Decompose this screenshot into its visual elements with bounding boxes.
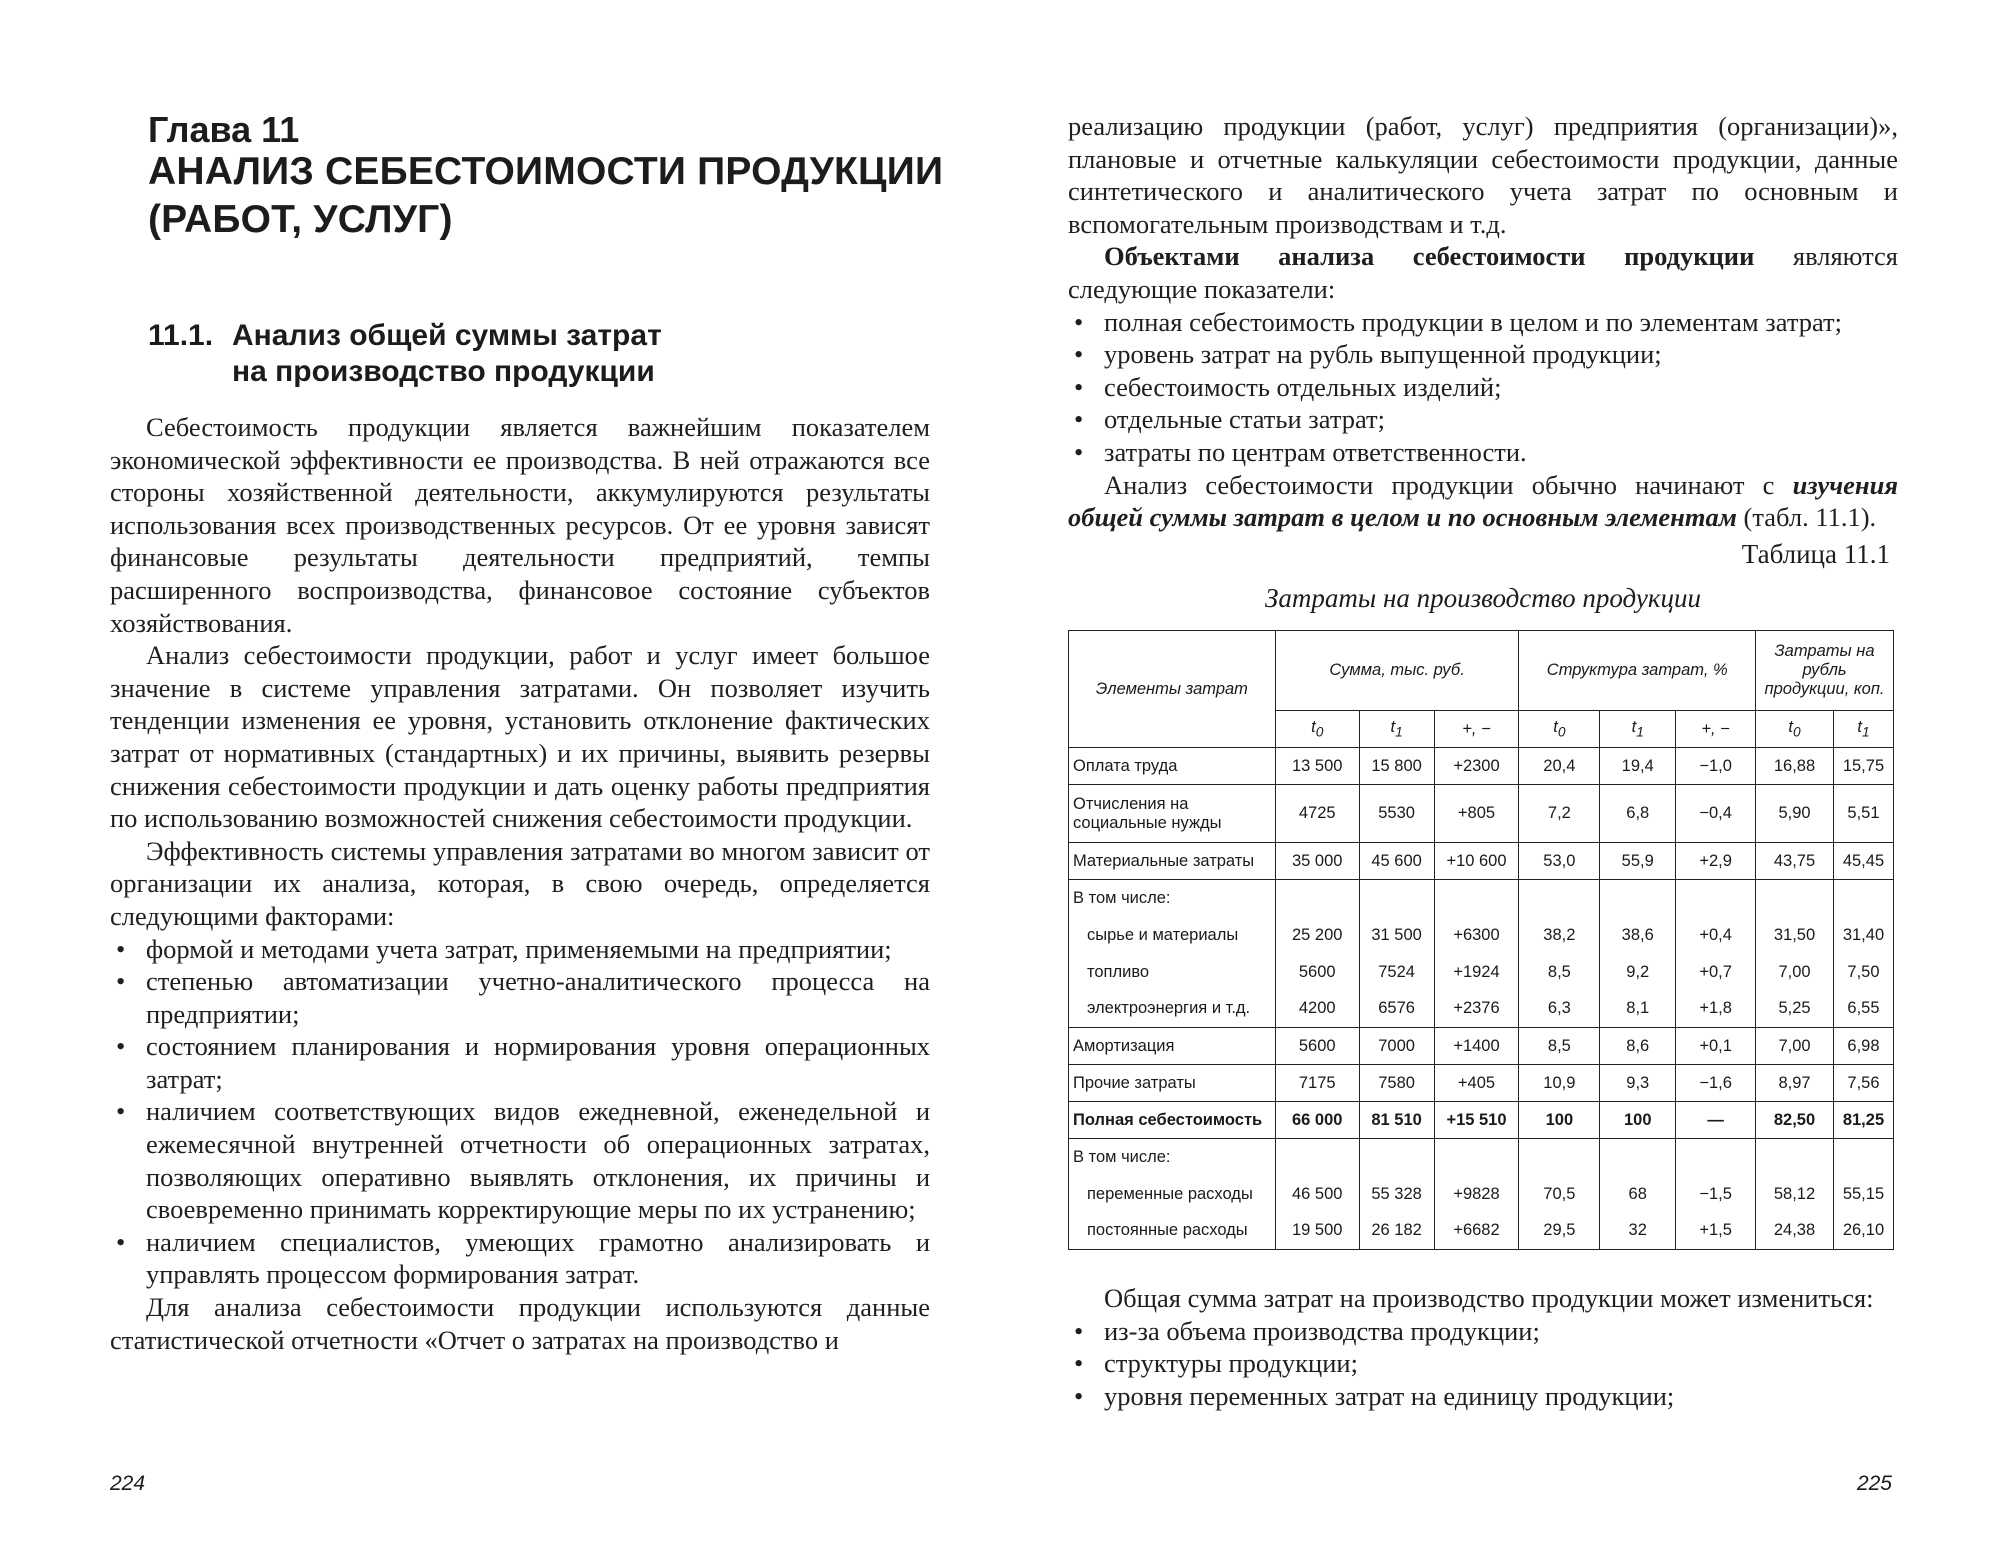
paragraph: Общая сумма затрат на производство продукции может измениться: [1104, 1283, 1874, 1313]
chapter-title-line-2: (РАБОТ, УСЛУГ) [148, 198, 453, 241]
bold-term: Объектами анализа себестоимости продукции [1104, 241, 1755, 272]
table-row: Материальные затраты 35 000 45 600 +10 600 53,0 55,9 +2,9 43,75 45,45 [1069, 843, 1894, 880]
paragraph: Анализ себестоимости продукции обычно начинают с изучения общей суммы затрат в целом и по основным элементам (табл. 11.1). [1068, 469, 1898, 533]
paragraph: Анализ себестоимости продукции, работ и услуг имеет большое значение в системе управления затратами. Он позволяет изучить тенденции изменения ее уровня, установить отклонение фактических затрат от нормативных (стандартных) и их причины, выявить резервы снижения себестоимости продукции и дать оценку работы предприятия по использованию возможностей снижения себестоимости продукции. [110, 640, 930, 834]
table-row: Амортизация 5600 7000 +1400 8,5 8,6 +0,1 7,00 6,98 [1069, 1028, 1894, 1065]
list-item: • отдельные статьи затрат; [1074, 404, 1385, 435]
list-item: • наличием специалистов, умеющих грамотно анализировать и управлять процессом формирования затрат. [116, 1226, 930, 1290]
bullet-icon: • [116, 1096, 126, 1127]
bullet-icon: • [116, 1226, 126, 1257]
header-t1: $t_1$ [1359, 711, 1434, 748]
paragraph: Объектами анализа себестоимости продукции являются следующие показатели: [1068, 241, 1898, 304]
bullet-icon: • [116, 1031, 126, 1062]
table-row: Отчисления на социальные нужды 4725 5530 +805 7,2 6,8 −0,4 5,90 5,51 [1069, 785, 1894, 843]
bullet-icon: • [1074, 1315, 1084, 1346]
list-item: • из-за объема производства продукции; [1074, 1315, 1540, 1346]
header-delta: +, − [1676, 711, 1756, 748]
table-row: Оплата труда 13 500 15 800 +2300 20,4 19,4 −1,0 16,88 15,75 [1069, 748, 1894, 785]
paragraph: реализацию продукции (работ, услуг) предприятия (организации)», плановые и отчетные калькуляции себестоимости продукции, данные синтетического и аналитического учета затрат по основным и вспомогательным производствам и т.д. [1068, 111, 1898, 239]
header-t0: $t_0$ [1756, 711, 1834, 748]
header-per-ruble: Затраты на рубль продукции, коп. [1756, 631, 1894, 711]
bullet-icon: • [116, 933, 126, 964]
bullet-icon: • [1074, 339, 1084, 370]
chapter-title [148, 148, 948, 244]
costs-table [1068, 630, 1894, 1250]
bullet-icon: • [1074, 404, 1084, 435]
list-item: • уровень затрат на рубль выпущенной продукции; [1074, 339, 1662, 370]
page-number-left: 224 [110, 1472, 146, 1495]
bullet-icon: • [1074, 1348, 1084, 1379]
objects-list [1068, 306, 1898, 469]
table-row: Прочие затраты 7175 7580 +405 10,9 9,3 −1,6 8,97 7,56 [1069, 1065, 1894, 1102]
list-item: • наличием соответствующих видов ежедневной, еженедельной и ежемесячной внутренней отчетности об операционных затратах, позволяющих оперативно выявлять отклонения, их причины и своевременно принимать корректирующие меры по их устранению; [116, 1096, 930, 1225]
table-number: Таблица 11.1 [1741, 539, 1890, 569]
right-body-text [1068, 110, 1898, 534]
header-delta: +, − [1434, 711, 1519, 748]
bullet-icon: • [1074, 371, 1084, 402]
bullet-icon: • [116, 966, 126, 997]
section-title-line-2: на производство продукции [232, 355, 655, 388]
list-item: • степенью автоматизации учетно-аналитического процесса на предприятии; [116, 966, 930, 1029]
list-item: • формой и методами учета затрат, применяемыми на предприятии; [116, 933, 892, 964]
table-row: электроэнергия и т.д. 4200 6576 +2376 6,3 8,1 +1,8 5,25 6,55 [1069, 991, 1894, 1028]
right-body-text-bottom [1068, 1282, 1898, 1412]
table-row: топливо 5600 7524 +1924 8,5 9,2 +0,7 7,00 7,50 [1069, 954, 1894, 991]
header-t1: $t_1$ [1833, 711, 1893, 748]
list-item: • себестоимость отдельных изделий; [1074, 371, 1502, 402]
header-t0: $t_0$ [1275, 711, 1359, 748]
header-sum: Сумма, тыс. руб. [1275, 631, 1519, 711]
left-body-text [110, 411, 930, 1356]
header-t1: $t_1$ [1600, 711, 1676, 748]
bullet-icon: • [1074, 306, 1084, 337]
list-item: • затраты по центрам ответственности. [1074, 436, 1527, 467]
table-caption: Затраты на производство продукции [1265, 583, 1701, 613]
table-row: сырье и материалы 25 200 31 500 +6300 38,2 38,6 +0,4 31,50 31,40 [1069, 917, 1894, 954]
header-t0: $t_0$ [1519, 711, 1600, 748]
list-item: • уровня переменных затрат на единицу продукции; [1074, 1380, 1675, 1411]
table-row: В том числе: [1069, 1139, 1894, 1176]
table-row: В том числе: [1069, 880, 1894, 917]
bold-italic-term: изучения общей суммы затрат в целом и по основным элементам [1068, 469, 1898, 533]
paragraph: Себестоимость продукции является важнейшим показателем экономической эффективности ее производства. В ней отражаются все стороны хозяйственной деятельности, аккумулируются результаты использования всех производственных ресурсов. От ее уровня зависят финансовые результаты деятельности предприятий, темпы расширенного воспроизводства, финансовое состояние субъектов хозяйствования. [110, 412, 930, 638]
factors-list [110, 933, 930, 1292]
chapter-number: Глава 11 [148, 109, 300, 150]
change-factors-list [1068, 1315, 1898, 1413]
table-row: постоянные расходы 19 500 26 182 +6682 29,5 32 +1,5 24,38 26,10 [1069, 1213, 1894, 1250]
paragraph: Эффективность системы управления затратами во многом зависит от организации их анализа, которая, в свою очередь, определяется следующими факторами: [110, 835, 930, 931]
right-page [1000, 0, 2000, 1544]
section-title [232, 318, 792, 390]
bullet-icon: • [1074, 1380, 1084, 1411]
list-item: • структуры продукции; [1074, 1348, 1358, 1379]
page-number-right: 225 [1856, 1472, 1892, 1495]
section-title-line-1: Анализ общей суммы затрат [232, 319, 662, 352]
section-number: 11.1. [148, 319, 214, 352]
header-structure: Структура затрат, % [1519, 631, 1756, 711]
list-item: • полная себестоимость продукции в целом и по элементам затрат; [1074, 306, 1843, 337]
table-row: переменные расходы 46 500 55 328 +9828 70,5 68 −1,5 58,12 55,15 [1069, 1176, 1894, 1213]
chapter-title-line-1: АНАЛИЗ СЕБЕСТОИМОСТИ ПРОДУКЦИИ [148, 150, 944, 193]
header-elements: Элементы затрат [1069, 631, 1276, 748]
paragraph: Для анализа себестоимости продукции используются данные статистической отчетности «Отчет о затратах на производство и [110, 1292, 930, 1355]
list-item: • состоянием планирования и нормирования уровня операционных затрат; [116, 1031, 930, 1094]
table-row-total: Полная себестоимость 66 000 81 510 +15 510 100 100 — 82,50 81,25 [1069, 1102, 1894, 1139]
bullet-icon: • [1074, 436, 1084, 467]
